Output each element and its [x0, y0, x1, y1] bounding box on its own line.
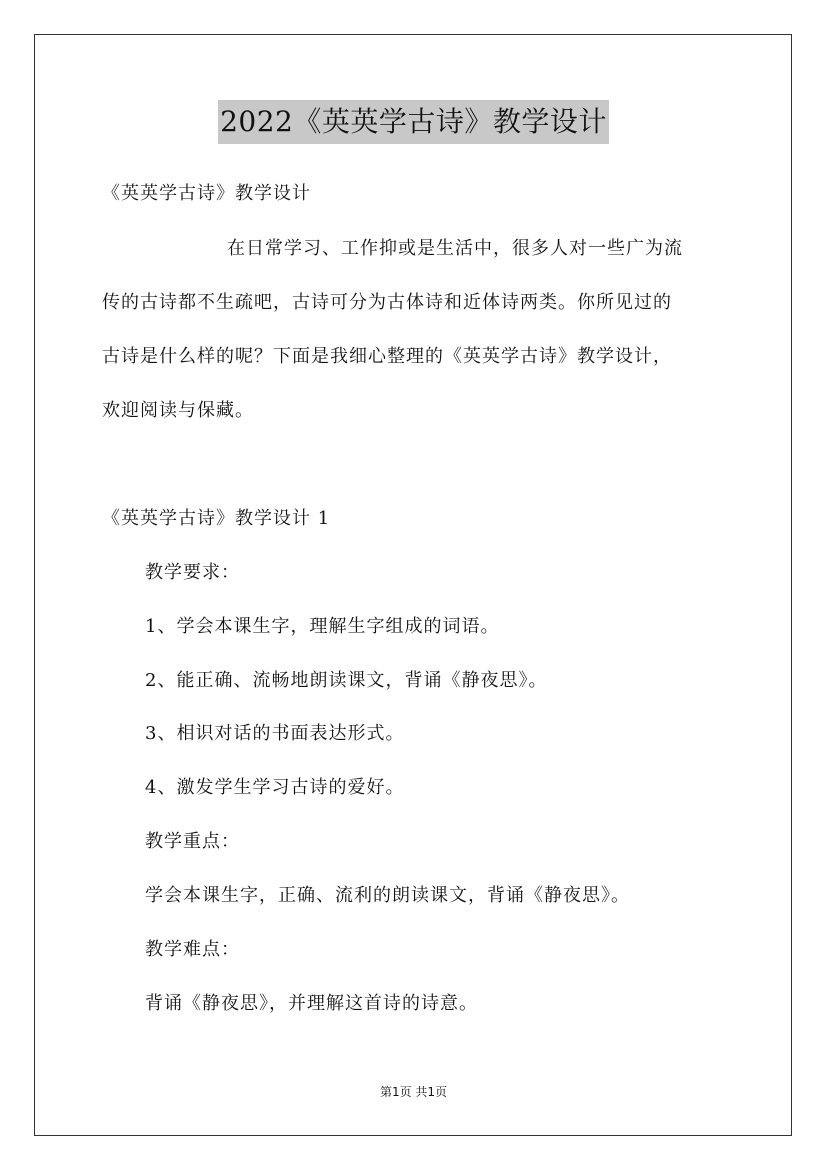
body-line-3: 2、能正确、流畅地朗读课文，背诵《静夜思》。 [145, 670, 548, 691]
body-line-4: 3、相识对话的书面表达形式。 [145, 723, 405, 744]
body-line-6: 教学重点： [145, 831, 240, 852]
intro-line-3: 古诗是什么样的呢？下面是我细心整理的《英英学古诗》教学设计， [102, 346, 672, 367]
document-title: 2022《英英学古诗》教学设计 [218, 100, 609, 144]
intro-line-4: 欢迎阅读与保藏。 [102, 400, 254, 421]
section-heading: 《英英学古诗》教学设计 1 [102, 508, 331, 529]
intro-line-1: 在日常学习、工作抑或是生活中，很多人对一些广为流 [227, 238, 683, 259]
body-line-1: 教学要求： [145, 562, 240, 583]
title-container [0, 100, 827, 144]
intro-line-2: 传的古诗都不生疏吧，古诗可分为古体诗和近体诗两类。你所见过的 [102, 292, 672, 313]
document-subtitle: 《英英学古诗》教学设计 [102, 183, 311, 204]
body-line-5: 4、激发学生学习古诗的爱好。 [145, 777, 405, 798]
body-line-2: 1、学会本课生字，理解生字组成的词语。 [145, 616, 500, 637]
body-line-7: 学会本课生字，正确、流利的朗读课文，背诵《静夜思》。 [145, 885, 630, 906]
body-line-9: 背诵《静夜思》，并理解这首诗的诗意。 [145, 993, 478, 1014]
page-footer: 第1页 共1页 [379, 1085, 448, 1099]
body-line-8: 教学难点： [145, 939, 240, 960]
